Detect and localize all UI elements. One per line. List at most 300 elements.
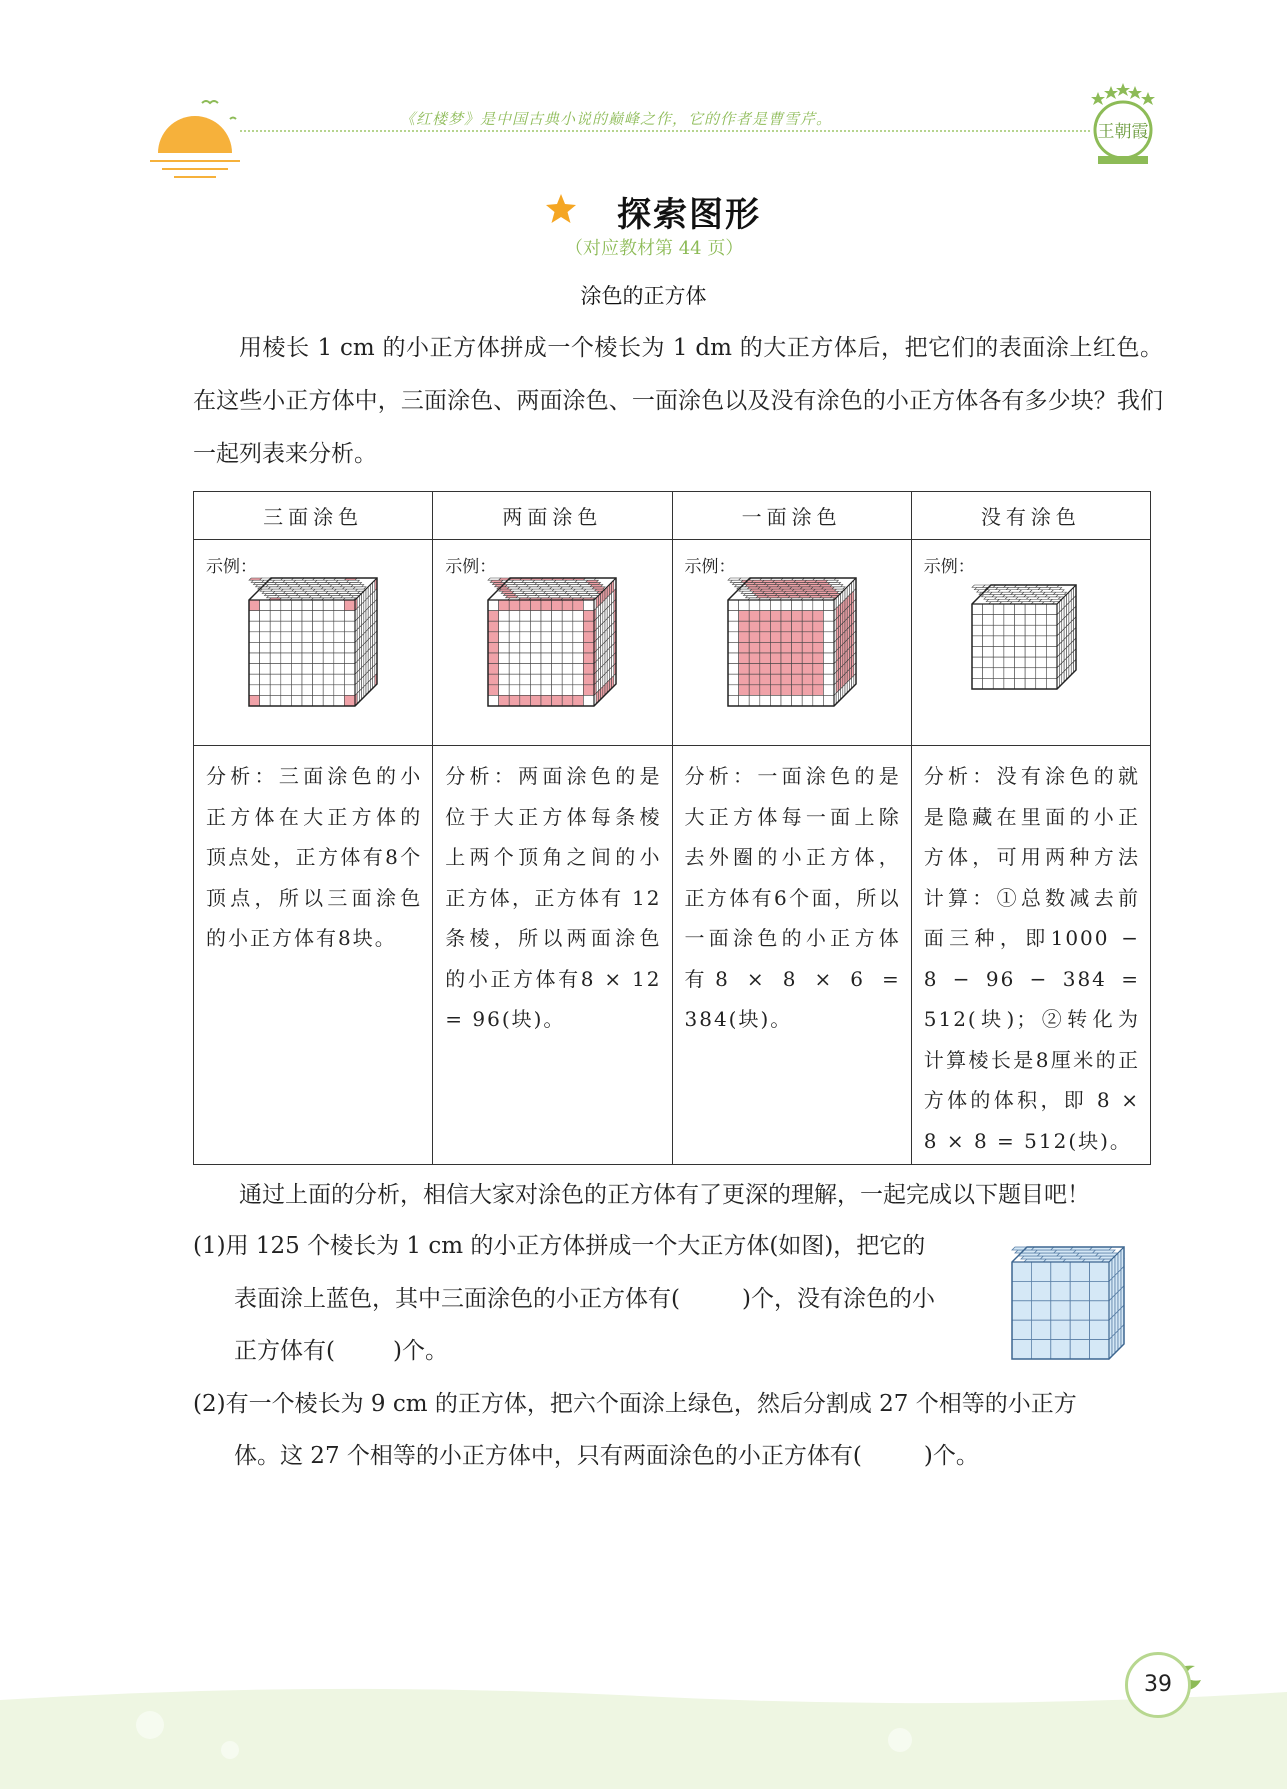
header-divider	[240, 130, 1090, 132]
front-cell	[1090, 1301, 1109, 1320]
front-cell	[982, 668, 993, 679]
top-cell	[1076, 1253, 1098, 1256]
front-cell	[499, 611, 510, 622]
front-cell	[249, 642, 260, 653]
top-cell	[832, 587, 845, 589]
front-cell	[812, 611, 823, 622]
question-2-line-1: (2)有一个棱长为 9 cm 的正方体，把六个面涂上绿色，然后分割成 27 个相等的小正方	[193, 1391, 1077, 1417]
front-cell	[562, 664, 573, 675]
front-cell	[982, 615, 993, 626]
front-cell	[749, 621, 760, 632]
front-cell	[982, 625, 993, 636]
front-cell	[302, 611, 313, 622]
front-cell	[728, 674, 739, 685]
front-cell	[260, 600, 271, 611]
front-cell	[281, 621, 292, 632]
front-cell	[302, 664, 313, 675]
example-label: 示例：	[206, 557, 257, 577]
front-cell	[791, 611, 802, 622]
front-cell	[770, 621, 781, 632]
table-example-row	[194, 540, 1151, 746]
header-no-face: 没有涂色	[911, 492, 1150, 540]
front-cell	[993, 625, 1004, 636]
front-cell	[738, 664, 749, 675]
front-cell	[541, 653, 552, 664]
analysis-one-face: 分析：一面涂色的是大正方体每一面上除去外圈的小正方体，正方体有6个面，所以一面涂色的小正方体有8 × 8 × 6 = 384(块)。	[672, 746, 911, 1165]
front-cell	[509, 674, 520, 685]
front-cell	[499, 642, 510, 653]
top-cell	[1037, 1253, 1059, 1256]
front-cell	[823, 674, 834, 685]
front-cell	[573, 664, 584, 675]
top-cell	[1057, 1253, 1079, 1256]
front-cell	[291, 674, 302, 685]
front-cell	[552, 621, 563, 632]
front-cell	[759, 664, 770, 675]
front-cell	[738, 621, 749, 632]
front-cell	[270, 600, 281, 611]
front-cell	[573, 621, 584, 632]
front-cell	[982, 647, 993, 658]
front-cell	[770, 632, 781, 643]
front-cell	[520, 664, 531, 675]
front-cell	[1025, 668, 1036, 679]
front-cell	[982, 604, 993, 615]
front-cell	[993, 657, 1004, 668]
front-cell	[260, 685, 271, 696]
front-cell	[759, 642, 770, 653]
front-cell	[1046, 678, 1057, 689]
front-cell	[812, 685, 823, 696]
front-cell	[1004, 625, 1015, 636]
front-cell	[531, 611, 542, 622]
right-cell	[1112, 1314, 1115, 1336]
front-cell	[270, 653, 281, 664]
cube-one-face-figure	[673, 540, 912, 743]
front-cell	[562, 642, 573, 653]
front-cell	[1025, 625, 1036, 636]
front-cell	[1031, 1262, 1050, 1281]
front-cell	[1036, 615, 1047, 626]
front-cell	[334, 600, 345, 611]
front-cell	[584, 642, 595, 653]
top-cell	[1053, 592, 1066, 594]
front-cell	[249, 664, 260, 675]
front-cell	[1014, 647, 1025, 658]
front-cell	[249, 632, 260, 643]
front-cell	[520, 653, 531, 664]
front-cell	[738, 674, 749, 685]
front-cell	[270, 664, 281, 675]
front-cell	[584, 600, 595, 611]
front-cell	[812, 600, 823, 611]
front-cell	[972, 604, 983, 615]
front-cell	[584, 621, 595, 632]
front-cell	[1036, 678, 1047, 689]
front-cell	[1051, 1281, 1070, 1300]
front-cell	[302, 621, 313, 632]
front-cell	[584, 664, 595, 675]
front-cell	[323, 611, 334, 622]
top-cell	[351, 585, 364, 587]
front-cell	[823, 632, 834, 643]
front-cell	[509, 632, 520, 643]
front-cell	[302, 600, 313, 611]
front-cell	[1014, 657, 1025, 668]
front-cell	[552, 695, 563, 706]
front-cell	[531, 664, 542, 675]
top-cell	[1079, 1256, 1101, 1259]
front-cell	[281, 642, 292, 653]
front-cell	[520, 642, 531, 653]
front-cell	[993, 636, 1004, 647]
front-cell	[812, 621, 823, 632]
front-cell	[1004, 678, 1015, 689]
front-cell	[323, 695, 334, 706]
front-cell	[1031, 1320, 1050, 1339]
front-cell	[313, 642, 324, 653]
top-cell	[1049, 587, 1062, 589]
top-cell	[347, 580, 360, 582]
cube-no-face-figure	[912, 540, 1151, 743]
front-cell	[334, 632, 345, 643]
front-cell	[982, 678, 993, 689]
front-cell	[584, 653, 595, 664]
front-cell	[323, 621, 334, 632]
front-cell	[260, 653, 271, 664]
front-cell	[1070, 1340, 1089, 1359]
front-cell	[344, 695, 355, 706]
front-cell	[270, 674, 281, 685]
front-cell	[1004, 657, 1015, 668]
front-cell	[302, 685, 313, 696]
example-label: 示例：	[684, 557, 736, 577]
front-cell	[291, 621, 302, 632]
front-cell	[1070, 1320, 1089, 1339]
front-cell	[344, 600, 355, 611]
star-icon	[545, 193, 577, 225]
front-cell	[281, 653, 292, 664]
front-cell	[728, 664, 739, 675]
cube-three-faces-figure	[194, 540, 433, 743]
front-cell	[1036, 647, 1047, 658]
front-cell	[972, 636, 983, 647]
blue-cube-figure	[1010, 1245, 1130, 1365]
front-cell	[823, 600, 834, 611]
front-cell	[1004, 647, 1015, 658]
front-cell	[531, 642, 542, 653]
front-cell	[509, 611, 520, 622]
front-cell	[499, 674, 510, 685]
front-cell	[270, 611, 281, 622]
front-cell	[334, 611, 345, 622]
front-cell	[791, 695, 802, 706]
front-cell	[313, 653, 324, 664]
front-cell	[499, 621, 510, 632]
table-header-row	[194, 492, 1151, 540]
front-cell	[291, 664, 302, 675]
front-cell	[302, 674, 313, 685]
front-cell	[499, 600, 510, 611]
front-cell	[1012, 1262, 1031, 1281]
front-cell	[993, 668, 1004, 679]
front-cell	[1012, 1340, 1031, 1359]
front-cell	[1036, 636, 1047, 647]
front-cell	[499, 685, 510, 696]
intro-paragraph	[193, 322, 1163, 481]
front-cell	[562, 685, 573, 696]
front-cell	[323, 600, 334, 611]
front-cell	[1046, 625, 1057, 636]
front-cell	[791, 600, 802, 611]
front-cell	[1012, 1281, 1031, 1300]
front-cell	[323, 664, 334, 675]
front-cell	[584, 685, 595, 696]
front-cell	[1014, 604, 1025, 615]
top-cell	[1054, 1250, 1076, 1253]
example-cell-one	[672, 540, 911, 746]
front-cell	[1036, 657, 1047, 668]
top-cell	[1051, 590, 1064, 592]
question-1-line-3	[234, 1331, 448, 1371]
front-cell	[802, 642, 813, 653]
front-cell	[291, 600, 302, 611]
front-cell	[738, 611, 749, 622]
front-cell	[759, 653, 770, 664]
front-cell	[1090, 1281, 1109, 1300]
front-cell	[728, 695, 739, 706]
front-cell	[1036, 604, 1047, 615]
front-cell	[749, 685, 760, 696]
front-cell	[1051, 1301, 1070, 1320]
q1-text-b: )个，没有涂色的小	[741, 1286, 935, 1312]
front-cell	[1012, 1320, 1031, 1339]
front-cell	[334, 653, 345, 664]
front-cell	[281, 674, 292, 685]
front-cell	[1046, 657, 1057, 668]
front-cell	[738, 695, 749, 706]
front-cell	[802, 685, 813, 696]
front-cell	[488, 685, 499, 696]
front-cell	[1025, 647, 1036, 658]
front-cell	[541, 664, 552, 675]
front-cell	[802, 653, 813, 664]
front-cell	[281, 611, 292, 622]
front-cell	[509, 664, 520, 675]
front-cell	[573, 632, 584, 643]
front-cell	[972, 625, 983, 636]
front-cell	[812, 664, 823, 675]
right-cell	[1118, 1269, 1121, 1291]
front-cell	[509, 642, 520, 653]
front-cell	[770, 642, 781, 653]
q1-text-a: 表面涂上蓝色，其中三面涂色的小正方体有(	[234, 1286, 680, 1312]
front-cell	[1051, 1340, 1070, 1359]
front-cell	[1004, 636, 1015, 647]
front-cell	[260, 611, 271, 622]
front-cell	[281, 664, 292, 675]
front-cell	[749, 600, 760, 611]
top-cell	[592, 587, 605, 589]
front-cell	[334, 685, 345, 696]
top-cell	[590, 585, 603, 587]
front-cell	[972, 615, 983, 626]
front-cell	[562, 600, 573, 611]
front-cell	[344, 621, 355, 632]
front-cell	[749, 611, 760, 622]
front-cell	[270, 642, 281, 653]
front-cell	[531, 695, 542, 706]
front-cell	[1025, 636, 1036, 647]
table-analysis-row	[194, 746, 1151, 1165]
front-cell	[812, 632, 823, 643]
right-cell	[1115, 1272, 1118, 1294]
right-cell	[1118, 1289, 1121, 1311]
front-cell	[552, 611, 563, 622]
front-cell	[1031, 1301, 1050, 1320]
front-cell	[812, 653, 823, 664]
front-cell	[488, 664, 499, 675]
front-cell	[270, 685, 281, 696]
front-cell	[1090, 1262, 1109, 1281]
front-cell	[738, 685, 749, 696]
front-cell	[323, 653, 334, 664]
front-cell	[728, 611, 739, 622]
front-cell	[509, 600, 520, 611]
front-cell	[823, 611, 834, 622]
front-cell	[749, 642, 760, 653]
front-cell	[791, 674, 802, 685]
front-cell	[1046, 668, 1057, 679]
front-cell	[344, 685, 355, 696]
front-cell	[823, 653, 834, 664]
front-cell	[573, 685, 584, 696]
front-cell	[982, 657, 993, 668]
front-cell	[541, 600, 552, 611]
front-cell	[791, 632, 802, 643]
front-cell	[993, 604, 1004, 615]
page-title: 探索图形	[617, 195, 761, 235]
front-cell	[313, 621, 324, 632]
front-cell	[552, 632, 563, 643]
front-cell	[728, 642, 739, 653]
front-cell	[770, 611, 781, 622]
front-cell	[562, 621, 573, 632]
front-cell	[531, 632, 542, 643]
front-cell	[812, 642, 823, 653]
front-cell	[749, 664, 760, 675]
front-cell	[281, 600, 292, 611]
front-cell	[499, 653, 510, 664]
front-cell	[770, 600, 781, 611]
top-cell	[1093, 1250, 1115, 1253]
front-cell	[313, 632, 324, 643]
analysis-two-faces: 分析：两面涂色的是位于大正方体每条棱上两个顶角之间的小正方体，正方体有 12 条棱，所以两面涂色的小正方体有8 × 12 = 96(块)。	[433, 746, 672, 1165]
front-cell	[313, 674, 324, 685]
front-cell	[334, 695, 345, 706]
right-cell	[1115, 1311, 1118, 1333]
front-cell	[1031, 1340, 1050, 1359]
front-cell	[1014, 668, 1025, 679]
front-cell	[1046, 615, 1057, 626]
front-cell	[488, 642, 499, 653]
top-cell	[586, 580, 599, 582]
front-cell	[1014, 625, 1025, 636]
front-cell	[749, 674, 760, 685]
front-cell	[488, 621, 499, 632]
front-cell	[1031, 1281, 1050, 1300]
front-cell	[313, 611, 324, 622]
right-cell	[1115, 1292, 1118, 1314]
front-cell	[770, 685, 781, 696]
right-cell	[1118, 1308, 1121, 1330]
front-cell	[791, 642, 802, 653]
top-cell	[827, 582, 840, 584]
front-cell	[344, 653, 355, 664]
front-cell	[552, 642, 563, 653]
front-cell	[313, 685, 324, 696]
front-cell	[781, 685, 792, 696]
front-cell	[573, 695, 584, 706]
front-cell	[738, 653, 749, 664]
front-cell	[302, 695, 313, 706]
front-cell	[520, 685, 531, 696]
front-cell	[281, 695, 292, 706]
front-cell	[1046, 647, 1057, 658]
example-label: 示例：	[923, 557, 975, 577]
front-cell	[1004, 604, 1015, 615]
front-cell	[1070, 1301, 1089, 1320]
front-cell	[791, 685, 802, 696]
front-cell	[488, 674, 499, 685]
front-cell	[1036, 668, 1047, 679]
front-cell	[802, 632, 813, 643]
analysis-table	[193, 491, 1151, 1165]
front-cell	[260, 664, 271, 675]
front-cell	[302, 642, 313, 653]
front-cell	[759, 621, 770, 632]
front-cell	[552, 674, 563, 685]
front-cell	[531, 600, 542, 611]
front-cell	[531, 653, 542, 664]
front-cell	[573, 611, 584, 622]
front-cell	[1051, 1262, 1070, 1281]
front-cell	[541, 695, 552, 706]
front-cell	[291, 653, 302, 664]
example-cell-two	[433, 540, 672, 746]
front-cell	[344, 674, 355, 685]
front-cell	[972, 647, 983, 658]
front-cell	[1025, 657, 1036, 668]
front-cell	[499, 695, 510, 706]
front-cell	[531, 621, 542, 632]
front-cell	[249, 674, 260, 685]
q2-text-a: 体。这 27 个相等的小正方体中，只有两面涂色的小正方体有(	[234, 1443, 862, 1469]
front-cell	[260, 621, 271, 632]
front-cell	[759, 695, 770, 706]
sunset-icon	[150, 95, 240, 185]
front-cell	[802, 664, 813, 675]
front-cell	[249, 600, 260, 611]
front-cell	[323, 685, 334, 696]
front-cell	[323, 632, 334, 643]
front-cell	[802, 600, 813, 611]
front-cell	[1004, 615, 1015, 626]
front-cell	[291, 685, 302, 696]
front-cell	[802, 621, 813, 632]
front-cell	[573, 674, 584, 685]
front-cell	[552, 664, 563, 675]
